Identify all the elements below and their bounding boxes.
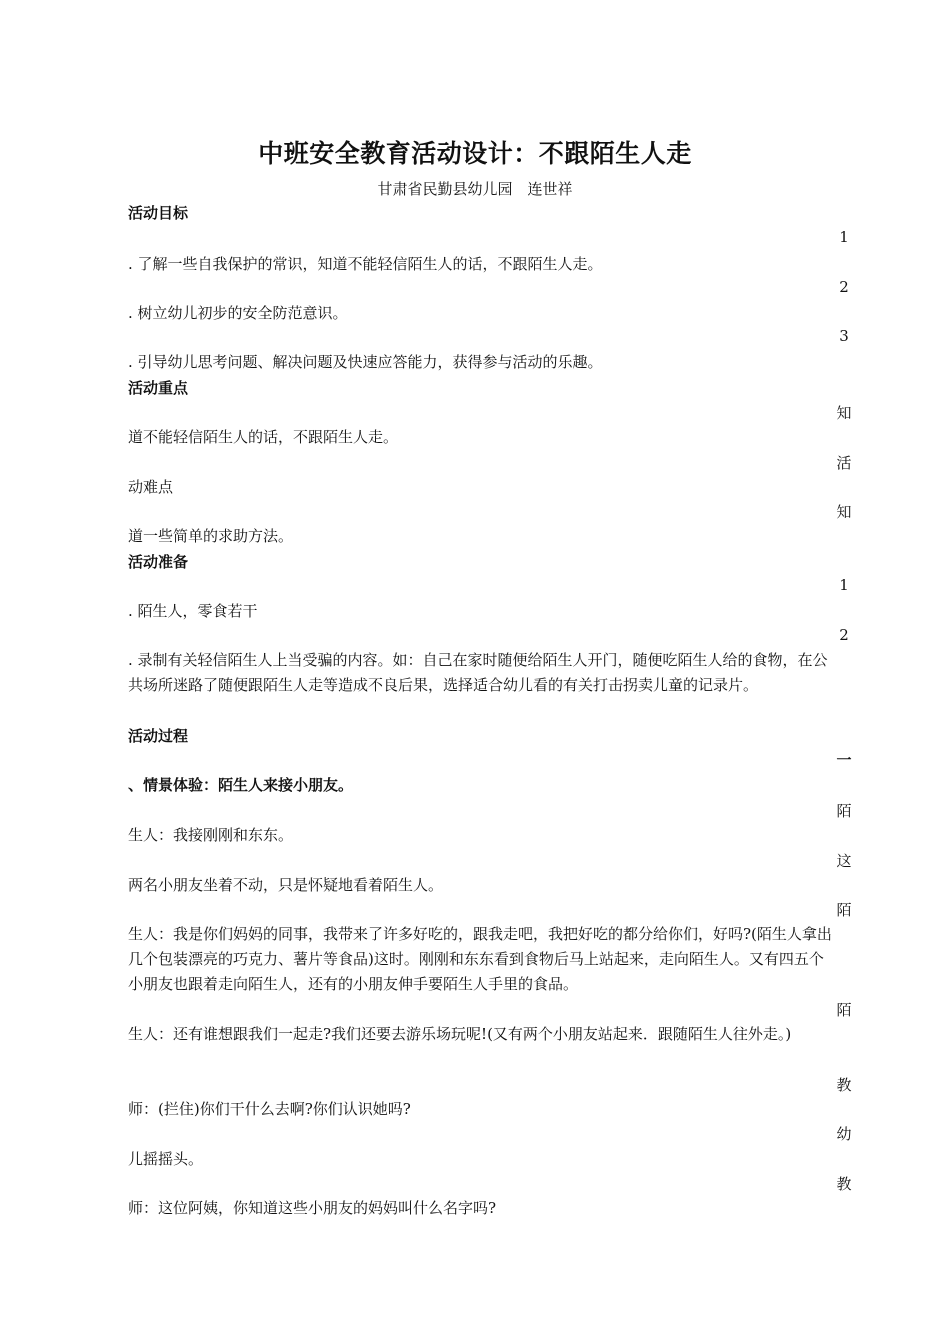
difficulty-1: 道一些简单的求助方法。 bbox=[128, 527, 294, 545]
margin-marker: 幼 bbox=[836, 1125, 852, 1143]
scene-line-2: 两名小朋友坐着不动，只是怀疑地看着陌生人。 bbox=[128, 876, 444, 894]
page-title: 中班安全教育活动设计：不跟陌生人走 bbox=[258, 139, 692, 168]
scene-line-5: 师：(拦住)你们干什么去啊?你们认识她吗? bbox=[128, 1100, 411, 1118]
goal-3: . 引导幼儿思考问题、解决问题及快速应答能力，获得参与活动的乐趣。 bbox=[128, 353, 603, 371]
heading-goals: 活动目标 bbox=[128, 204, 189, 222]
scene-line-1: 生人：我接刚刚和东东。 bbox=[128, 826, 294, 844]
key-1: 道不能轻信陌生人的话，不跟陌生人走。 bbox=[128, 428, 399, 446]
margin-marker: 这 bbox=[836, 852, 852, 870]
margin-marker: 3 bbox=[839, 327, 849, 345]
margin-marker: 知 bbox=[836, 503, 852, 521]
margin-marker: 教 bbox=[836, 1076, 852, 1094]
difficulty-title: 动难点 bbox=[128, 478, 174, 496]
scene-line-6: 儿摇摇头。 bbox=[128, 1150, 204, 1168]
scene-line-4: 生人：还有谁想跟我们一起走?我们还要去游乐场玩呢!(又有两个小朋友站起来．跟随陌生人往外走。) bbox=[128, 1025, 792, 1043]
margin-marker: 活 bbox=[836, 454, 852, 472]
heading-key: 活动重点 bbox=[128, 379, 189, 397]
margin-marker: 知 bbox=[836, 404, 852, 422]
heading-prep: 活动准备 bbox=[128, 553, 189, 571]
margin-marker: 一 bbox=[836, 751, 852, 769]
goal-1: . 了解一些自我保护的常识，知道不能轻信陌生人的话，不跟陌生人走。 bbox=[128, 255, 603, 273]
margin-marker: 陌 bbox=[836, 1001, 852, 1019]
margin-marker: 教 bbox=[836, 1175, 852, 1193]
margin-marker: 陌 bbox=[836, 901, 852, 919]
author-line: 甘肃省民勤县幼儿园 连世祥 bbox=[377, 180, 573, 198]
margin-marker: 2 bbox=[839, 626, 849, 644]
margin-marker: 2 bbox=[839, 278, 849, 296]
margin-marker: 1 bbox=[839, 576, 849, 594]
heading-process: 活动过程 bbox=[128, 727, 189, 745]
prep-1: . 陌生人，零食若干 bbox=[128, 602, 258, 620]
goal-2: . 树立幼儿初步的安全防范意识。 bbox=[128, 304, 348, 322]
scene-line-3: 生人：我是你们妈妈的同事，我带来了许多好吃的，跟我走吧，我把好吃的都分给你们，好吗?(陌生人拿出几个包装漂亮的巧克力、薯片等食品)这时。刚刚和东东看到食物后马上站起来，走向陌生人。又有四五个小朋友也跟着走向陌生人，还有的小朋友伸手要陌生人手里的食品。 bbox=[128, 925, 832, 993]
prep-2: . 录制有关轻信陌生人上当受骗的内容。如：自己在家时随便给陌生人开门，随便吃陌生人给的食物，在公共场所迷路了随便跟陌生人走等造成不良后果，选择适合幼儿看的有关打击拐卖儿童的记录片。 bbox=[128, 651, 828, 694]
step-1-title: 、情景体验：陌生人来接小朋友。 bbox=[128, 776, 354, 794]
margin-marker: 陌 bbox=[836, 802, 852, 820]
scene-line-7: 师：这位阿姨，你知道这些小朋友的妈妈叫什么名字吗? bbox=[128, 1199, 497, 1217]
margin-marker: 1 bbox=[839, 228, 849, 246]
